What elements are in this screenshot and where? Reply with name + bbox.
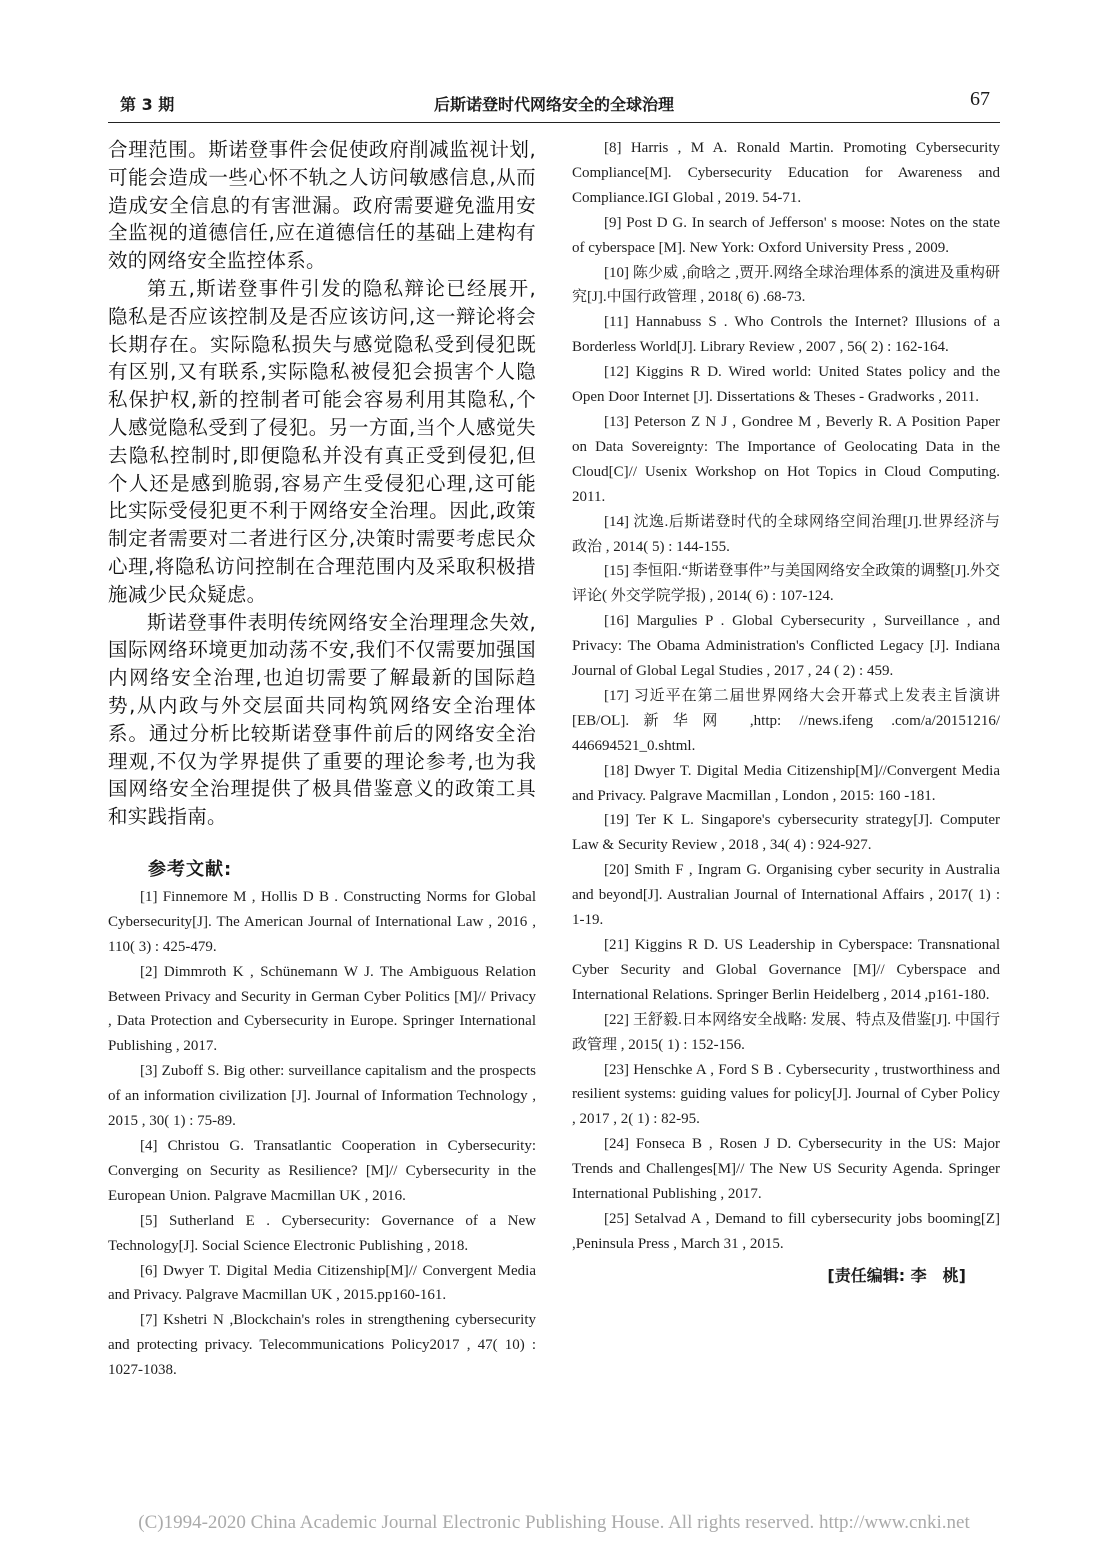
right-column — [572, 136, 1000, 1286]
responsible-editor: [责任编辑: 李 桃] — [827, 1265, 966, 1285]
references-list-right — [572, 136, 1000, 1257]
references-heading: 参考文献: — [148, 858, 233, 880]
reference-entry: [21] Kiggins R D. US Leadership in Cyberspace: Transnational Cyber Security and Global Governance [M]// Cyberspace and International Relations. Springer Berlin Heidelberg , 2014 ,p161-180. — [572, 937, 1000, 1003]
reference-entry: [9] Post D G. In search of Jefferson' s moose: Notes on the state of cyberspace [M]. New York: Oxford University Press , 2009. — [572, 214, 1000, 256]
reference-entry: [6] Dwyer T. Digital Media Citizenship[M]// Convergent Media and Privacy. Palgrave Macmillan UK , 2015.pp160-161. — [108, 1262, 536, 1304]
copyright-watermark: (C)1994-2020 China Academic Journal Electronic Publishing House. All rights reserved. http://www.cnki.net — [138, 1512, 970, 1533]
body-text — [108, 136, 536, 831]
reference-entry: [16] Margulies P . Global Cybersecurity , Surveillance , and Privacy: The Obama Administration's Conflicted Legacy [J]. Indiana Journal of Global Legal Studies , 2017 , 24 ( 2) : 459. — [572, 613, 1000, 680]
reference-entry: [15] 李恒阳.“斯诺登事件”与美国网络安全政策的调整[J].外交评论( 外交学院学报) , 2014( 6) : 107-124. — [572, 563, 1000, 605]
reference-entry: [14] 沈逸.后斯诺登时代的全球网络空间治理[J].世界经济与政治 , 2014( 5) : 144-155. — [572, 513, 1000, 555]
reference-entry: [8] Harris , M A. Ronald Martin. Promoting Cybersecurity Compliance[M]. Cybersecurity Education for Awareness and Compliance.IGI Global , 2019. 54-71. — [572, 140, 1000, 206]
reference-entry: [18] Dwyer T. Digital Media Citizenship[M]//Convergent Media and Privacy. Palgrave Macmillan , London , 2015: 160 -181. — [572, 762, 1000, 804]
reference-entry: [11] Hannabuss S . Who Controls the Internet? Illusions of a Borderless World[J]. Library Review , 2007 , 56( 2) : 162-164. — [572, 314, 1000, 356]
reference-entry: [19] Ter K L. Singapore's cybersecurity strategy[J]. Computer Law & Security Review , 2018 , 34( 4) : 924-927. — [572, 812, 1000, 854]
header-rule — [108, 122, 1000, 123]
reference-entry: [4] Christou G. Transatlantic Cooperation in Cybersecurity: Converging on Security as Resilience? [M]// Cybersecurity in the European Union. Palgrave Macmillan UK , 2016. — [108, 1137, 536, 1204]
left-column — [108, 136, 536, 1383]
body-paragraph: 斯诺登事件表明传统网络安全治理理念失效,国际网络环境更加动荡不安,我们不仅需要加强国内网络安全治理,也迫切需要了解最新的国际趋势,从内政与外交层面共同构筑网络安全治理体系。通过分析比较斯诺登事件前后的网络安全治理观,不仅为学界提供了重要的理论参考,也为我国网络安全治理提供了极具借鉴意义的政策工具和实践指南。 — [108, 610, 536, 829]
reference-entry: [12] Kiggins R D. Wired world: United States policy and the Open Door Internet [J]. Dissertations & Theses - Gradworks , 2011. — [572, 364, 1000, 406]
references-list-left — [108, 885, 536, 1383]
running-header — [108, 88, 1000, 118]
reference-entry: [13] Peterson Z N J , Gondree M , Beverly R. A Position Paper on Data Sovereignty: The Importance of Geolocating Data in the Cloud[C]// Usenix Workshop on Hot Topics in Cloud Computing. 2011. — [572, 413, 1000, 505]
reference-entry: [20] Smith F , Ingram G. Organising cyber security in Australia and beyond[J]. Australian Journal of International Affairs , 2017( 1) : 1-19. — [572, 862, 1000, 929]
reference-entry: [2] Dimmroth K , Schünemann W J. The Ambiguous Relation Between Privacy and Security in German Cyber Politics [M]// Privacy , Data Protection and Cybersecurity in Europe. Springer International Publishing , 2017. — [108, 963, 536, 1055]
body-paragraph: 合理范围。斯诺登事件会促使政府削减监视计划,可能会造成一些心怀不轨之人访问敏感信息,从而造成安全信息的有害泄漏。政府需要避免滥用安全监视的道德信任,应在道德信任的基础上建构有效的网络安全监控体系。 — [108, 138, 536, 273]
reference-entry: [25] Setalvad A , Demand to fill cybersecurity jobs booming[Z] ,Peninsula Press , March 31 , 2015. — [572, 1210, 1000, 1252]
body-paragraph: 第五,斯诺登事件引发的隐私辩论已经展开,隐私是否应该控制及是否应该访问,这一辩论将会长期存在。实际隐私损失与感觉隐私受到侵犯既有区别,又有联系,实际隐私被侵犯会损害个人隐私保护权,新的控制者可能会容易利用其隐私,个人感觉隐私受到了侵犯。另一方面,当个人感觉失去隐私控制时,即便隐私并没有真正受到侵犯,但个人还是感到脆弱,容易产生受侵犯心理,这可能比实际受侵犯更不利于网络安全治理。因此,政策制定者需要对二者进行区分,决策时需要考虑民众心理,将隐私访问控制在合理范围内及采取积极措施减少民众疑虑。 — [108, 276, 536, 606]
running-title: 后斯诺登时代网络安全的全球治理 — [433, 95, 674, 114]
page-number: 67 — [970, 88, 990, 110]
reference-entry: [3] Zuboff S. Big other: surveillance capitalism and the prospects of an information civilization [J]. Journal of Information Technology , 2015 , 30( 1) : 75-89. — [108, 1063, 536, 1130]
reference-entry: [5] Sutherland E . Cybersecurity: Governance of a New Technology[J]. Social Science Electronic Publishing , 2018. — [108, 1212, 536, 1254]
reference-entry: [17] 习近平在第二届世界网络大会开幕式上发表主旨演讲[EB/OL].新华网 ,http: //news.ifeng .com/a/20151216/ 446694521_0.shtml. — [572, 687, 1000, 754]
reference-entry: [7] Kshetri N ,Blockchain's roles in strengthening cybersecurity and protecting privacy. Telecommunications Policy2017 , 47( 10) : 1027-1038. — [108, 1312, 536, 1379]
reference-entry: [22] 王舒毅.日本网络安全战略: 发展、特点及借鉴[J]. 中国行政管理 , 2015( 1) : 152-156. — [572, 1011, 1000, 1053]
reference-entry: [23] Henschke A , Ford S B . Cybersecurity , trustworthiness and resilient systems: guiding values for policy[J]. Journal of Cyber Policy , 2017 , 2( 1) : 82-95. — [572, 1061, 1000, 1128]
issue-number: 第 3 期 — [120, 95, 175, 114]
reference-entry: [24] Fonseca B , Rosen J D. Cybersecurity in the US: Major Trends and Challenges[M]// The New US Security Agenda. Springer International Publishing , 2017. — [572, 1136, 1000, 1203]
reference-entry: [10] 陈少威 ,俞晗之 ,贾开.网络全球治理体系的演进及重构研究[J].中国行政管理 , 2018( 6) .68-73. — [572, 264, 1000, 306]
reference-entry: [1] Finnemore M , Hollis D B . Constructing Norms for Global Cybersecurity[J]. The American Journal of International Law , 2016 , 110( 3) : 425-479. — [108, 888, 536, 955]
